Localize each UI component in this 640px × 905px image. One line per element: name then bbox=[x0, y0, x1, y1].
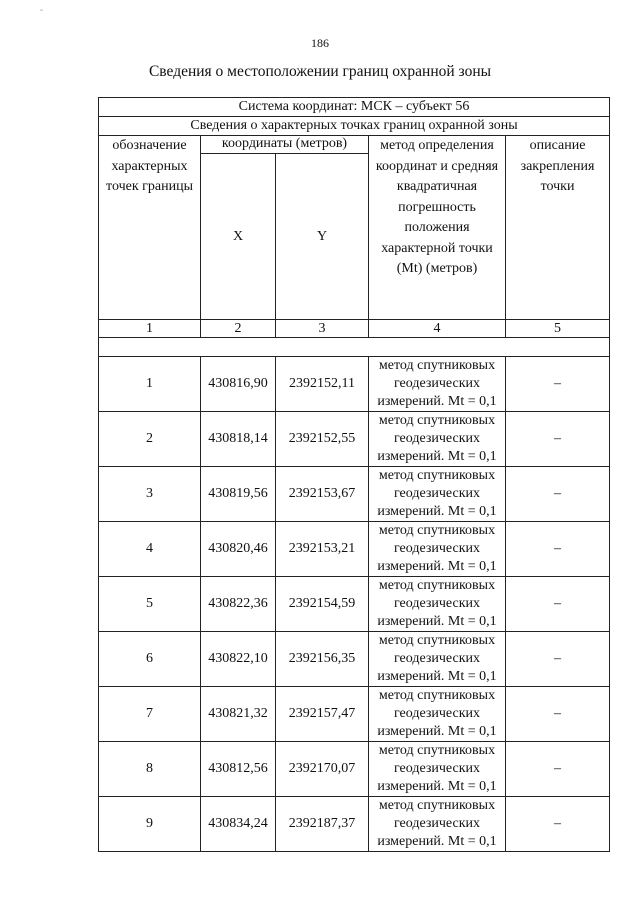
column-number-row bbox=[99, 320, 610, 338]
point-cell: 2 bbox=[99, 412, 201, 467]
x-coordinate-cell: 430820,46 bbox=[201, 522, 276, 577]
point-cell: 9 bbox=[99, 797, 201, 852]
x-coordinate-cell: 430821,32 bbox=[201, 687, 276, 742]
column-number: 1 bbox=[99, 320, 201, 338]
points-subheader: Сведения о характерных точках границ охранной зоны bbox=[99, 117, 610, 136]
column-number: 4 bbox=[369, 320, 506, 338]
table-row bbox=[99, 412, 610, 467]
column-number: 3 bbox=[276, 320, 369, 338]
page-number: 186 bbox=[311, 36, 329, 50]
description-cell: – bbox=[506, 687, 610, 742]
description-cell: – bbox=[506, 467, 610, 522]
method-cell: метод спутниковых геодезических измерений. Mt = 0,1 bbox=[369, 412, 506, 467]
method-cell: метод спутниковых геодезических измерений. Mt = 0,1 bbox=[369, 357, 506, 412]
description-cell: – bbox=[506, 577, 610, 632]
method-cell: метод спутниковых геодезических измерений. Mt = 0,1 bbox=[369, 632, 506, 687]
x-coordinate-cell: 430812,56 bbox=[201, 742, 276, 797]
y-coordinate-cell: 2392153,21 bbox=[276, 522, 369, 577]
empty-cell bbox=[99, 338, 610, 357]
description-cell: – bbox=[506, 797, 610, 852]
y-coordinate-cell: 2392152,11 bbox=[276, 357, 369, 412]
description-cell: – bbox=[506, 632, 610, 687]
col-header-description: описание закрепления точки bbox=[506, 136, 610, 320]
subheader-row bbox=[99, 117, 610, 136]
method-cell: метод спутниковых геодезических измерений. Mt = 0,1 bbox=[369, 522, 506, 577]
method-cell: метод спутниковых геодезических измерений. Mt = 0,1 bbox=[369, 797, 506, 852]
col-header-method: метод определения координат и средняя квадратичная погрешность положения характерной точки (Mt) (метров) bbox=[369, 136, 506, 320]
coordinates-table bbox=[98, 97, 610, 852]
point-cell: 8 bbox=[99, 742, 201, 797]
x-coordinate-cell: 430834,24 bbox=[201, 797, 276, 852]
table-row bbox=[99, 632, 610, 687]
table-row bbox=[99, 357, 610, 412]
table-row bbox=[99, 577, 610, 632]
y-coordinate-cell: 2392152,55 bbox=[276, 412, 369, 467]
description-cell: – bbox=[506, 742, 610, 797]
y-coordinate-cell: 2392187,37 bbox=[276, 797, 369, 852]
y-coordinate-cell: 2392156,35 bbox=[276, 632, 369, 687]
spacer-row bbox=[99, 338, 610, 357]
col-header-x: X bbox=[201, 154, 276, 320]
description-cell: – bbox=[506, 412, 610, 467]
point-cell: 3 bbox=[99, 467, 201, 522]
point-cell: 4 bbox=[99, 522, 201, 577]
column-number: 2 bbox=[201, 320, 276, 338]
table-row bbox=[99, 742, 610, 797]
method-cell: метод спутниковых геодезических измерений. Mt = 0,1 bbox=[369, 742, 506, 797]
method-cell: метод спутниковых геодезических измерений. Mt = 0,1 bbox=[369, 687, 506, 742]
point-cell: 7 bbox=[99, 687, 201, 742]
column-header-row bbox=[99, 136, 610, 154]
y-coordinate-cell: 2392154,59 bbox=[276, 577, 369, 632]
point-cell: 1 bbox=[99, 357, 201, 412]
y-coordinate-cell: 2392170,07 bbox=[276, 742, 369, 797]
method-cell: метод спутниковых геодезических измерений. Mt = 0,1 bbox=[369, 577, 506, 632]
x-coordinate-cell: 430822,10 bbox=[201, 632, 276, 687]
document-title: Сведения о местоположении границ охранной зоны bbox=[148, 63, 492, 80]
y-coordinate-cell: 2392153,67 bbox=[276, 467, 369, 522]
table-row bbox=[99, 522, 610, 577]
coordinate-system-header: Система координат: МСК – субъект 56 bbox=[99, 98, 610, 117]
col-header-coordinates: координаты (метров) bbox=[201, 136, 369, 154]
x-coordinate-cell: 430822,36 bbox=[201, 577, 276, 632]
description-cell: – bbox=[506, 357, 610, 412]
col-header-point: обозначение характерных точек границы bbox=[99, 136, 201, 320]
x-coordinate-cell: 430816,90 bbox=[201, 357, 276, 412]
point-cell: 5 bbox=[99, 577, 201, 632]
table-row bbox=[99, 687, 610, 742]
table-row bbox=[99, 797, 610, 852]
description-cell: – bbox=[506, 522, 610, 577]
table-row bbox=[99, 467, 610, 522]
scan-corner-mark: ˆ bbox=[40, 8, 43, 18]
x-coordinate-cell: 430819,56 bbox=[201, 467, 276, 522]
column-number: 5 bbox=[506, 320, 610, 338]
method-cell: метод спутниковых геодезических измерений. Mt = 0,1 bbox=[369, 467, 506, 522]
system-header-row bbox=[99, 98, 610, 117]
x-coordinate-cell: 430818,14 bbox=[201, 412, 276, 467]
point-cell: 6 bbox=[99, 632, 201, 687]
y-coordinate-cell: 2392157,47 bbox=[276, 687, 369, 742]
col-header-y: Y bbox=[276, 154, 369, 320]
